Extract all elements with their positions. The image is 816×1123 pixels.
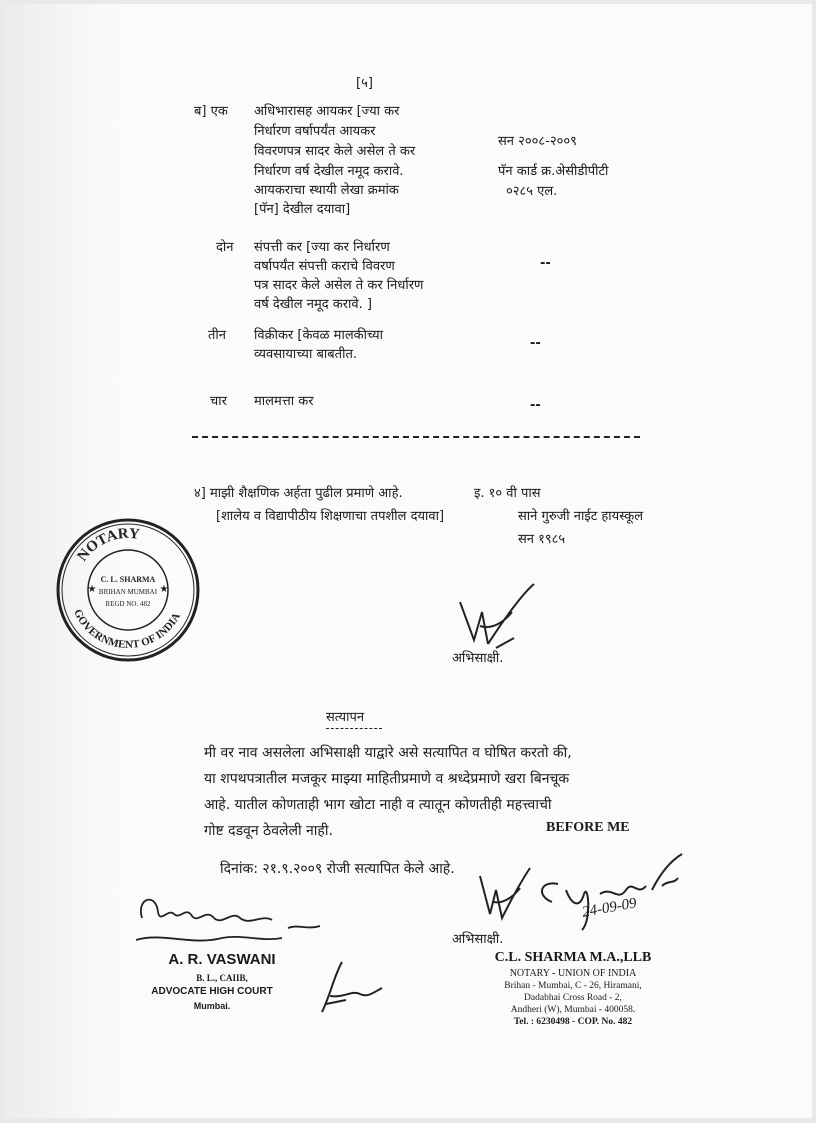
advocate-degree: B. L., CAIIB,	[196, 973, 248, 983]
notary-stamp-line-2: NOTARY - UNION OF INDIA	[509, 968, 637, 979]
verification-line-3: आहे. यातील कोणताही भाग खोटा नाही व त्यातून कोणतीही महत्त्वाची	[204, 797, 552, 813]
verification-title-underline	[326, 728, 382, 729]
item-two-line-2: वर्षापर्यंत संपत्ती कराचे विवरण	[254, 259, 395, 274]
item-four-text: मालमत्ता कर	[254, 394, 314, 409]
pan-card-value: पॅन कार्ड क्र.अेसीडीपीटी	[498, 164, 609, 179]
seal-top-text: NOTARY	[74, 525, 141, 565]
item-two-line-3: पत्र सादर केले असेल ते कर निर्धारण	[254, 278, 424, 293]
item-two-value: --	[540, 256, 551, 271]
advocate-city: Mumbai.	[193, 1001, 231, 1011]
education-line-1: ४] माझी शैक्षणिक अर्हता पुढील प्रमाणे आहे.	[194, 486, 403, 501]
document-page	[4, 4, 812, 1118]
section-b-line-1: अधिभारासह आयकर [ज्या कर	[254, 104, 400, 119]
notary-stamp-line-6: Tel. : 6230498 - COP. No. 482	[513, 1017, 633, 1027]
section-b-line-2: निर्धारण वर्षापर्यंत आयकर	[254, 124, 376, 139]
section-b-label: ब] एक	[194, 104, 228, 119]
assessment-year-value: सन २००८-२००९	[498, 134, 577, 149]
advocate-signature	[132, 888, 332, 952]
verification-title: सत्यापन	[326, 710, 365, 725]
item-four-label: चार	[210, 394, 227, 409]
section-b-line-5: आयकराचा स्थायी लेखा क्रमांक	[254, 183, 399, 198]
verification-line-4: गोष्ट दडवून ठेवलेली नाही.	[204, 823, 333, 839]
section-separator	[192, 436, 640, 438]
page-number: [५]	[356, 76, 373, 91]
pan-card-value-suffix: ०२८५ एल.	[506, 184, 558, 199]
verification-line-1: मी वर नाव असलेला अभिसाक्षी याद्वारे असे सत्यापित व घोषित करतो की,	[204, 745, 572, 761]
seal-center-line-1: C. L. SHARMA	[100, 575, 156, 584]
section-b-line-4: निर्धारण वर्ष देखील नमूद करावे.	[254, 164, 404, 179]
advocate-title: ADVOCATE HIGH COURT	[151, 986, 273, 997]
item-three-value: --	[530, 336, 541, 351]
notary-stamp-line-5: Andheri (W), Mumbai - 400058.	[510, 1005, 636, 1015]
section-b-line-6: [पॅन] देखील दयावा]	[254, 202, 351, 217]
seal-bottom-text: GOVERNMENT OF INDIA	[71, 607, 183, 652]
item-two-line-4: वर्ष देखील नमूद करावे. ]	[254, 297, 372, 312]
item-three-line-1: विक्रीकर [केवळ मालकीच्या	[254, 328, 384, 343]
applicant-label-2: अभिसाक्षी.	[452, 932, 504, 947]
education-year: सन १९८५	[518, 532, 566, 547]
education-line-2: [शालेय व विद्यापीठीय शिक्षणाचा तपशील दयावा]	[216, 509, 445, 524]
item-three-label: तीन	[208, 328, 226, 343]
item-two-line-1: संपत्ती कर [ज्या कर निर्धारण	[254, 240, 390, 255]
applicant-signature-1	[452, 582, 542, 652]
seal-star-left: ★	[87, 584, 97, 595]
item-four-value: --	[530, 398, 541, 413]
handwritten-date: 24-09-09	[580, 895, 638, 921]
seal-center-line-3: REGD NO. 482	[105, 600, 151, 608]
notary-seal	[54, 516, 202, 664]
education-qualification: इ. १० वी पास	[474, 486, 541, 501]
section-b-line-3: विवरणपत्र सादर केले असेल ते कर	[254, 144, 416, 159]
advocate-name: A. R. VASWANI	[168, 951, 276, 968]
witness-signature	[316, 956, 386, 1018]
verification-line-2: या शपथपत्रातील मजकूर माझ्या माहितीप्रमाणे व श्रध्देप्रमाणे खरा बिनचूक	[204, 771, 570, 787]
notary-stamp-line-3: Brihan - Mumbai, C - 26, Hiramani,	[504, 981, 642, 991]
before-me-label: BEFORE ME	[546, 820, 630, 835]
seal-star-right: ★	[159, 584, 169, 595]
notary-signature	[522, 850, 692, 940]
notary-stamp-line-4: Dadabhai Cross Road - 2,	[524, 993, 622, 1003]
item-three-line-2: व्यवसायाच्या बाबतीत.	[254, 347, 357, 362]
notary-stamp-name: C.L. SHARMA M.A.,LLB	[494, 950, 652, 965]
verification-date: दिनांक: २१.९.२००९ रोजी सत्यापित केले आहे.	[220, 861, 455, 877]
education-school: साने गुरुजी नाईट हायस्कूल	[518, 509, 644, 524]
item-two-label: दोन	[216, 240, 234, 255]
seal-center-line-2: BRIHAN MUMBAI	[98, 588, 158, 596]
applicant-label-1: अभिसाक्षी.	[452, 651, 504, 666]
